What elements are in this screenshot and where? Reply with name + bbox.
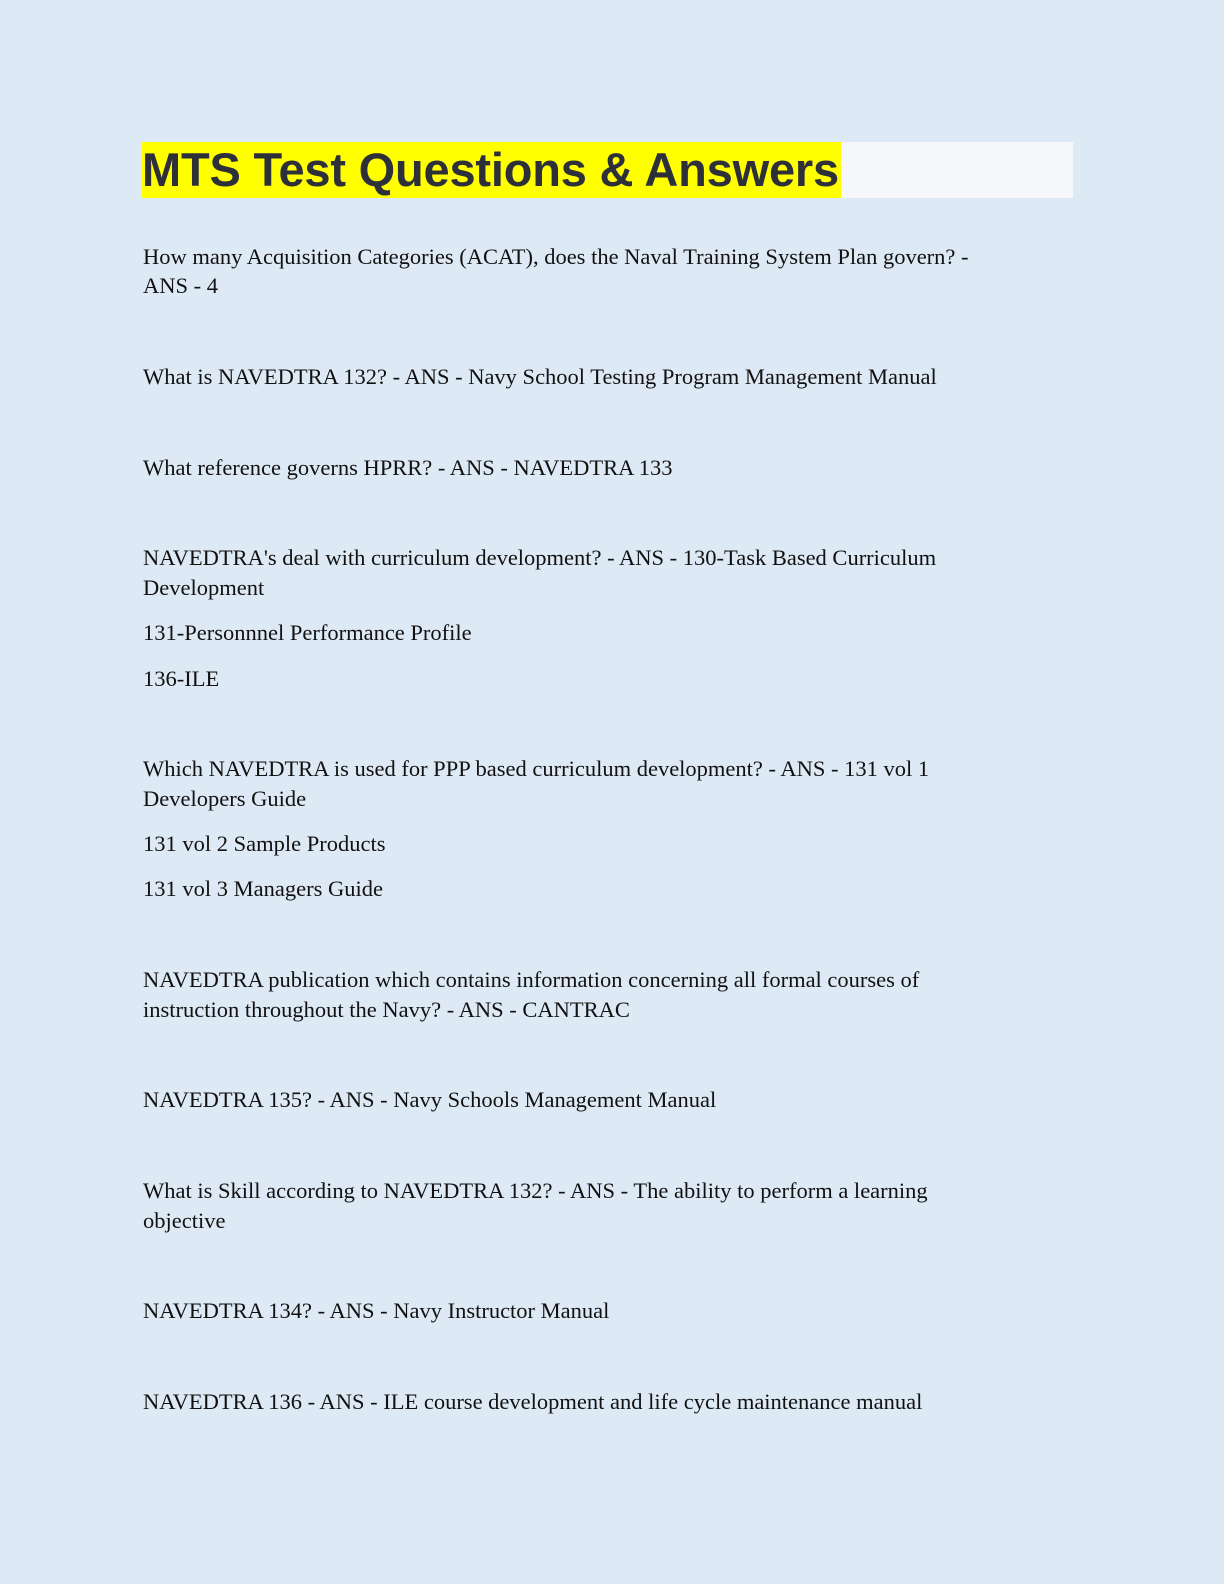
question-4-line-1: NAVEDTRA's deal with curriculum development? - ANS - 130-Task Based Curriculum — [143, 545, 937, 570]
question-6-line-2: instruction throughout the Navy? - ANS - CANTRAC — [143, 997, 630, 1022]
question-8-line-1: What is Skill according to NAVEDTRA 132? - ANS - The ability to perform a learning — [143, 1178, 928, 1203]
question-4-line-2: Development — [143, 575, 265, 600]
question-5-line-1: Which NAVEDTRA is used for PPP based curriculum development? - ANS - 131 vol 1 — [143, 756, 930, 781]
title-banner — [142, 142, 1073, 198]
question-9-line-1: NAVEDTRA 134? - ANS - Navy Instructor Manual — [143, 1298, 610, 1323]
question-7-line-1: NAVEDTRA 135? - ANS - Navy Schools Management Manual — [143, 1087, 717, 1112]
question-1-line-2: ANS - 4 — [143, 273, 219, 298]
question-5-extra-1: 131 vol 2 Sample Products — [143, 831, 386, 856]
title-highlight — [142, 142, 841, 198]
question-1-line-1: How many Acquisition Categories (ACAT), does the Naval Training System Plan govern? - — [143, 244, 969, 269]
question-4-extra-2: 136-ILE — [143, 666, 220, 691]
question-2-line-1: What is NAVEDTRA 132? - ANS - Navy School Testing Program Management Manual — [143, 364, 937, 389]
question-3-line-1: What reference governs HPRR? - ANS - NAVEDTRA 133 — [143, 455, 673, 480]
question-5-line-2: Developers Guide — [143, 786, 307, 811]
question-6-line-1: NAVEDTRA publication which contains information concerning all formal courses of — [143, 967, 920, 992]
question-10-line-1: NAVEDTRA 136 - ANS - ILE course development and life cycle maintenance manual — [143, 1389, 923, 1414]
page-title: MTS Test Questions & Answers — [142, 143, 839, 196]
question-8-line-2: objective — [143, 1208, 226, 1233]
question-4-extra-1: 131-Personnnel Performance Profile — [143, 620, 472, 645]
question-5-extra-2: 131 vol 3 Managers Guide — [143, 876, 383, 901]
